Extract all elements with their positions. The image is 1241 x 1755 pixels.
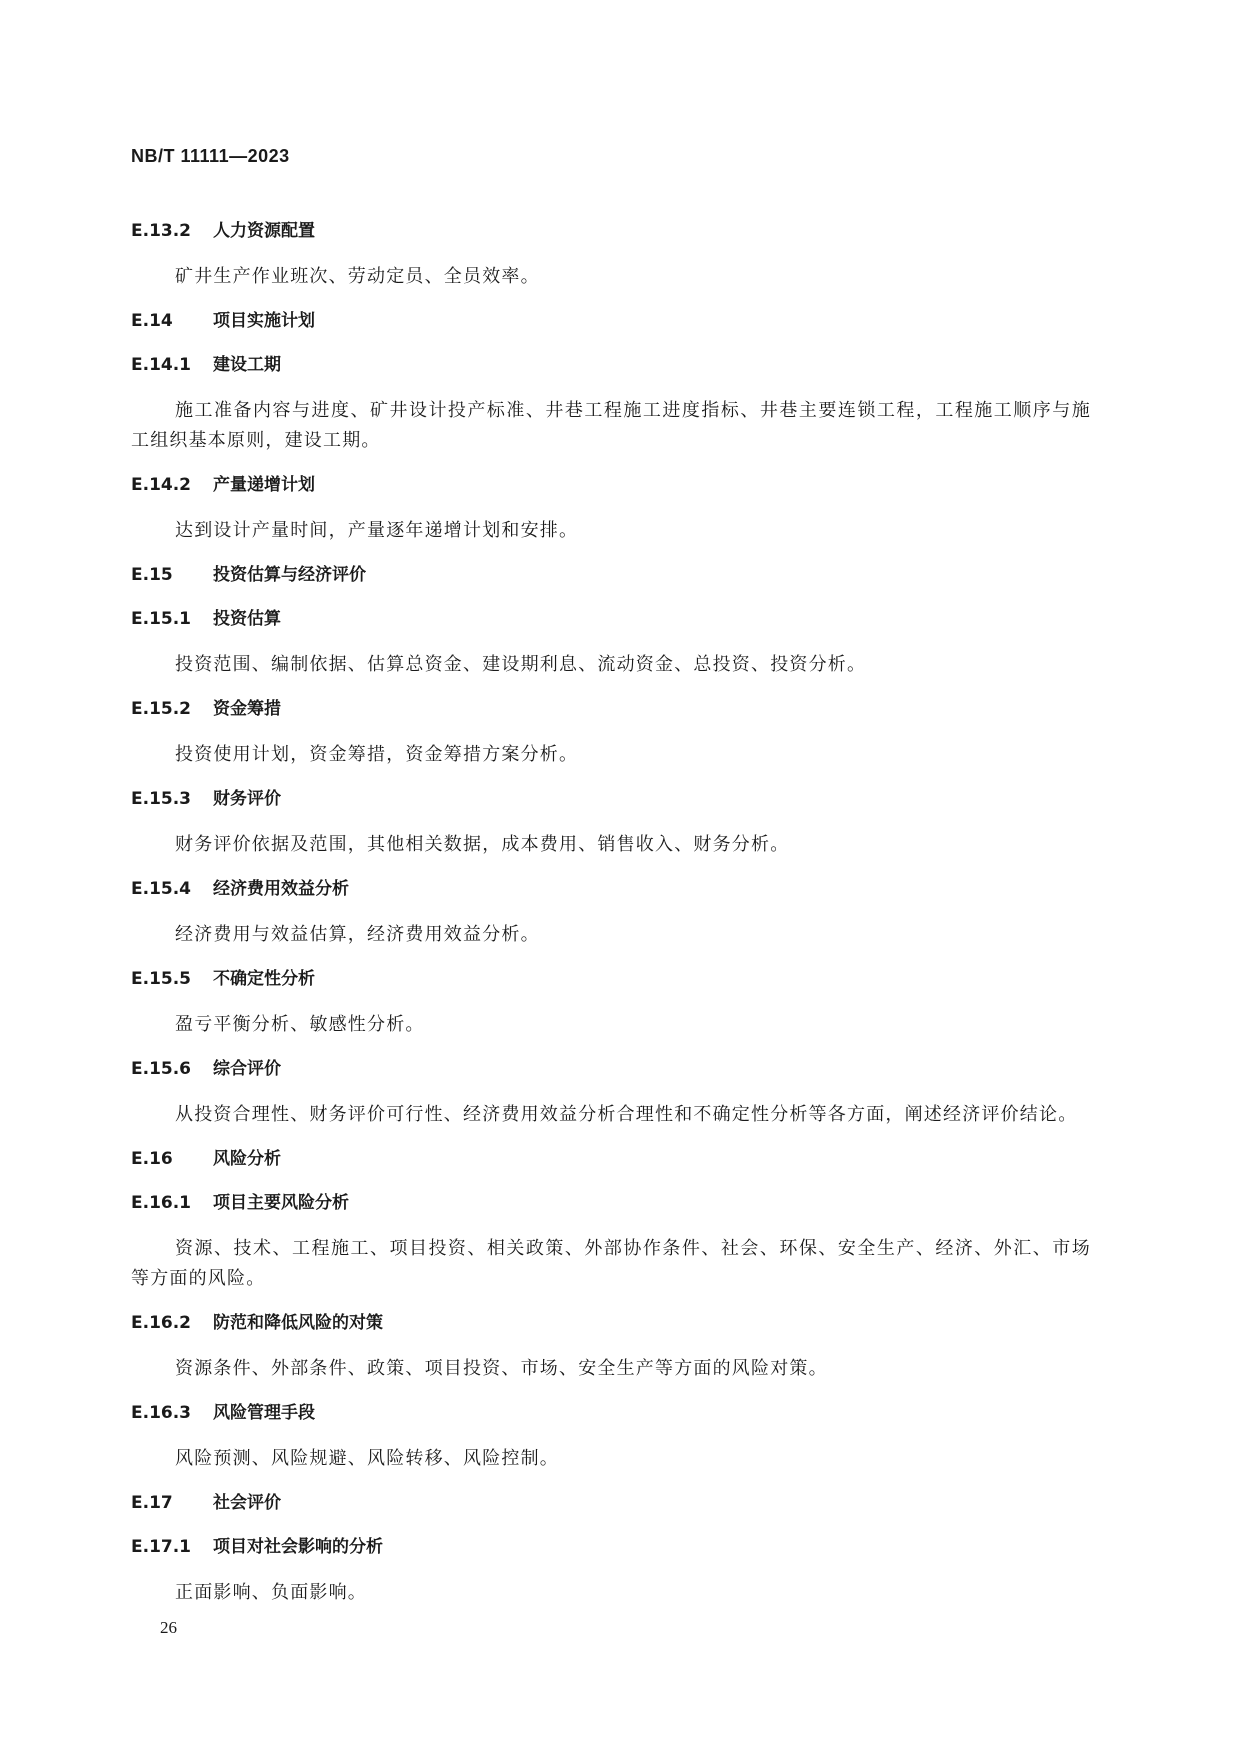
section-heading (131, 1056, 1091, 1082)
section-number: E.15.4 (131, 879, 192, 899)
section-title: 风险分析 (213, 1149, 281, 1169)
paragraph: 达到设计产量时间，产量逐年递增计划和安排。 (175, 520, 579, 541)
section-number: E.17.1 (131, 1537, 192, 1557)
paragraph: 盈亏平衡分析、敏感性分析。 (175, 1014, 425, 1035)
section-heading (131, 308, 1091, 334)
paragraph: 财务评价依据及范围，其他相关数据，成本费用、销售收入、财务分析。 (175, 834, 790, 855)
section-heading (131, 1146, 1091, 1172)
section-heading (131, 472, 1091, 498)
section-number: E.15.2 (131, 699, 192, 719)
section-number: E.17 (131, 1493, 173, 1513)
section-number: E.15.3 (131, 789, 192, 809)
section-number: E.15.1 (131, 609, 192, 629)
section-number: E.14.1 (131, 355, 192, 375)
section-title: 财务评价 (213, 789, 281, 809)
section-heading (131, 606, 1091, 632)
paragraph: 从投资合理性、财务评价可行性、经济费用效益分析合理性和不确定性分析等各方面，阐述经济评价结论。 (175, 1104, 1078, 1125)
section-number: E.16.1 (131, 1193, 192, 1213)
section-title: 社会评价 (213, 1493, 281, 1513)
paragraph: 投资范围、编制依据、估算总资金、建设期利息、流动资金、总投资、投资分析。 (175, 654, 867, 675)
section-number: E.16.3 (131, 1403, 192, 1423)
section-heading (131, 1310, 1091, 1336)
paragraph: 矿井生产作业班次、劳动定员、全员效率。 (175, 266, 540, 287)
section-title: 风险管理手段 (213, 1403, 315, 1423)
section-heading (131, 1400, 1091, 1426)
page-number: 26 (160, 1618, 177, 1637)
section-title: 项目实施计划 (213, 311, 315, 331)
standard-code-header: NB/T 11111—2023 (131, 146, 290, 166)
section-heading (131, 876, 1091, 902)
section-heading (131, 218, 1091, 244)
section-title: 防范和降低风险的对策 (213, 1313, 383, 1333)
section-number: E.15 (131, 565, 173, 585)
section-heading (131, 786, 1091, 812)
section-number: E.15.6 (131, 1059, 192, 1079)
section-title: 投资估算 (213, 609, 281, 629)
section-heading (131, 1490, 1091, 1516)
section-title: 不确定性分析 (213, 969, 315, 989)
paragraph: 风险预测、风险规避、风险转移、风险控制。 (175, 1448, 559, 1469)
paragraph: 正面影响、负面影响。 (175, 1582, 367, 1603)
section-number: E.16 (131, 1149, 173, 1169)
section-number: E.14.2 (131, 475, 192, 495)
section-title: 经济费用效益分析 (213, 879, 349, 899)
section-title: 产量递增计划 (213, 475, 315, 495)
paragraph: 施工准备内容与进度、矿井设计投产标准、井巷工程施工进度指标、井巷主要连锁工程，工程施工顺序与施工组织基本原则，建设工期。 (131, 400, 1091, 451)
section-title: 建设工期 (213, 355, 281, 375)
paragraph: 资源、技术、工程施工、项目投资、相关政策、外部协作条件、社会、环保、安全生产、经济、外汇、市场等方面的风险。 (131, 1238, 1091, 1289)
section-number: E.16.2 (131, 1313, 192, 1333)
paragraph: 投资使用计划，资金筹措，资金筹措方案分析。 (175, 744, 579, 765)
section-heading (131, 1190, 1091, 1216)
section-title: 项目主要风险分析 (213, 1193, 349, 1213)
paragraph: 资源条件、外部条件、政策、项目投资、市场、安全生产等方面的风险对策。 (175, 1358, 828, 1379)
section-title: 综合评价 (213, 1059, 281, 1079)
section-number: E.15.5 (131, 969, 192, 989)
section-title: 投资估算与经济评价 (213, 565, 366, 585)
section-number: E.14 (131, 311, 173, 331)
paragraph: 经济费用与效益估算，经济费用效益分析。 (175, 924, 540, 945)
section-title: 人力资源配置 (213, 221, 315, 241)
section-heading (131, 1534, 1091, 1560)
section-number: E.13.2 (131, 221, 192, 241)
section-heading (131, 352, 1091, 378)
section-heading (131, 966, 1091, 992)
section-heading (131, 562, 1091, 588)
section-title: 资金筹措 (213, 699, 281, 719)
section-title: 项目对社会影响的分析 (213, 1537, 383, 1557)
section-heading (131, 696, 1091, 722)
document-body (131, 218, 1091, 1624)
